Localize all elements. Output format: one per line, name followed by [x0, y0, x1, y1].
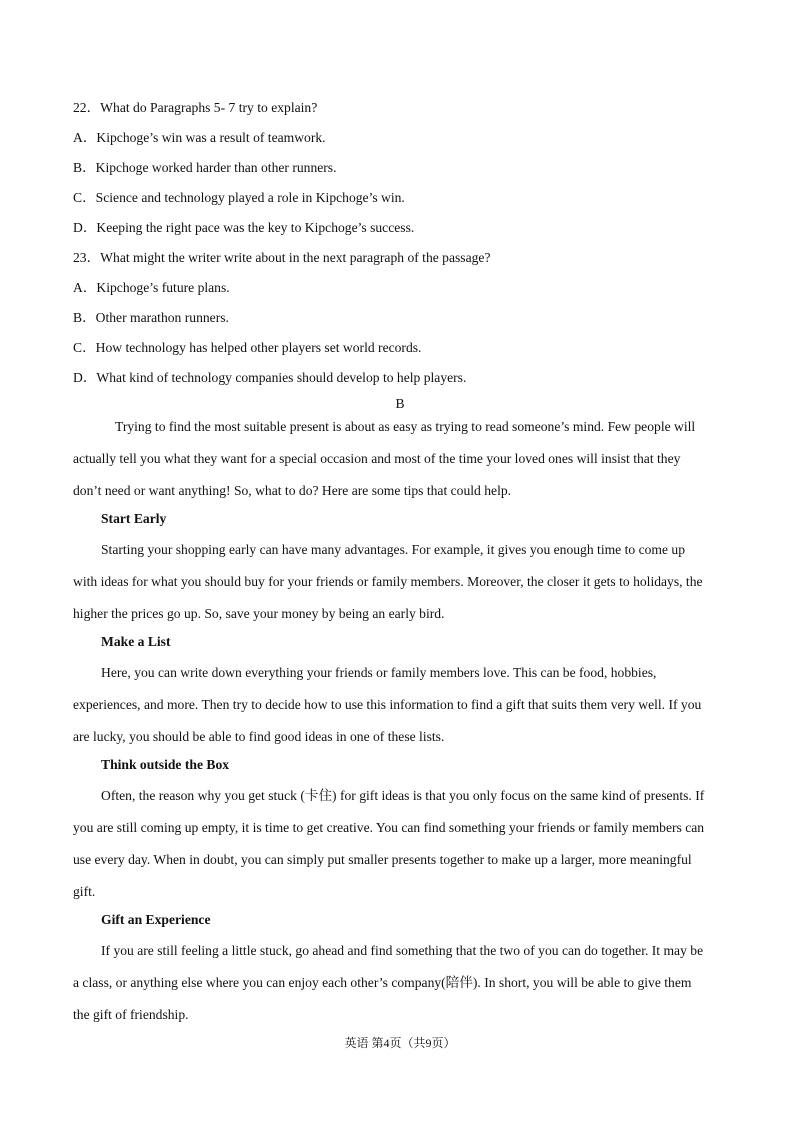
- intro-line: Trying to find the most suitable present is about as easy as trying to read someone’s mind. Few people will: [115, 419, 696, 434]
- intro-paragraph: [73, 411, 729, 507]
- tip-paragraph-make-a-list: [73, 657, 729, 753]
- tip-line: are lucky, you should be able to find good ideas in one of these lists.: [73, 729, 445, 744]
- question-22-option-b: B．Kipchoge worked harder than other runners.: [73, 160, 337, 175]
- tip-line: If you are still feeling a little stuck, go ahead and find something that the two of you can do together. It may be: [101, 943, 704, 958]
- tip-line: use every day. When in doubt, you can simply put smaller presents together to make up a larger, more meaningful: [73, 852, 692, 867]
- tip-heading-start-early: Start Early: [101, 511, 167, 526]
- tip-line: Often, the reason why you get stuck (卡住) for gift ideas is that you only focus on the same kind of presents. If: [101, 788, 705, 803]
- intro-line: don’t need or want anything! So, what to do? Here are some tips that could help.: [73, 483, 512, 498]
- question-23-stem: 23．What might the writer write about in the next paragraph of the passage?: [73, 250, 491, 265]
- question-22-option-d: D．Keeping the right pace was the key to Kipchoge’s success.: [73, 220, 415, 235]
- tip-line: a class, or anything else where you can enjoy each other’s company(陪伴). In short, you will be able to give them: [73, 975, 692, 990]
- question-22-option-c: C．Science and technology played a role in Kipchoge’s win.: [73, 190, 405, 205]
- intro-line: actually tell you what they want for a special occasion and most of the time your loved ones will insist that they: [73, 451, 681, 466]
- question-22-option-a: A．Kipchoge’s win was a result of teamwork.: [73, 130, 326, 145]
- tip-line: you are still coming up empty, it is time to get creative. You can find something your friends or family members can: [73, 820, 705, 835]
- tip-heading-gift-an-experience: Gift an Experience: [101, 912, 211, 927]
- tip-paragraph-think-outside-the-box: [73, 780, 729, 908]
- question-23-option-d: D．What kind of technology companies should develop to help players.: [73, 370, 467, 385]
- question-23-option-a: A．Kipchoge’s future plans.: [73, 280, 230, 295]
- tip-line: experiences, and more. Then try to decide how to use this information to find a gift that suits them very well. If you: [73, 697, 702, 712]
- tip-line: with ideas for what you should buy for your friends or family members. Moreover, the closer it gets to holidays, the: [73, 574, 703, 589]
- tip-line: the gift of friendship.: [73, 1007, 189, 1022]
- tip-heading-think-outside-the-box: Think outside the Box: [101, 757, 230, 772]
- tip-heading-make-a-list: Make a List: [101, 634, 171, 649]
- tip-line: higher the prices go up. So, save your money by being an early bird.: [73, 606, 445, 621]
- tip-line: Here, you can write down everything your friends or family members love. This can be food, hobbies,: [101, 665, 657, 680]
- question-23-option-b: B．Other marathon runners.: [73, 310, 229, 325]
- question-22-stem: 22．What do Paragraphs 5- 7 try to explain?: [73, 100, 318, 115]
- page-footer: 英语 第4页（共9页）: [344, 1036, 456, 1050]
- tip-line: Starting your shopping early can have many advantages. For example, it gives you enough time to come up: [101, 542, 686, 557]
- tip-line: gift.: [73, 884, 96, 899]
- question-23-option-c: C．How technology has helped other players set world records.: [73, 340, 422, 355]
- tip-paragraph-gift-an-experience: [73, 935, 729, 1031]
- section-label: B: [395, 396, 405, 411]
- tip-paragraph-start-early: [73, 534, 729, 630]
